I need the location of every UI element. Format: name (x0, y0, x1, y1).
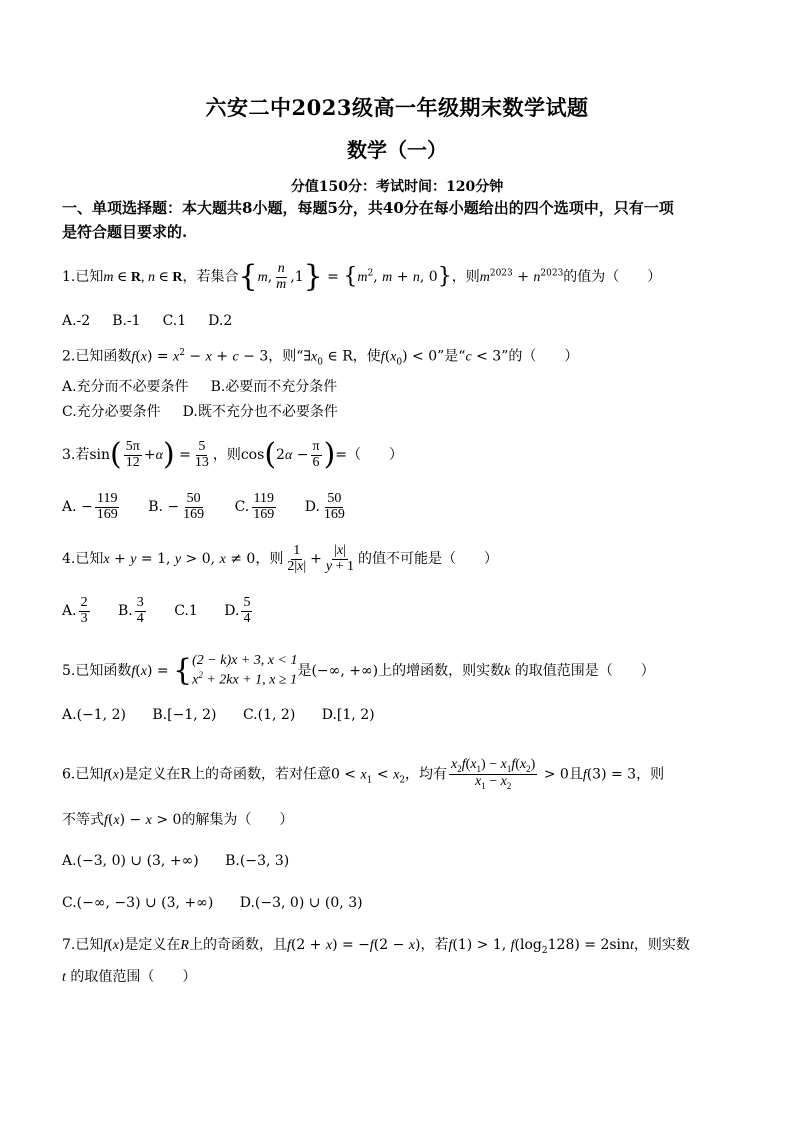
q5-options (62, 706, 397, 724)
q1-mid2: ，则 (451, 269, 480, 286)
exam-subtitle: 数学（一） (347, 138, 447, 162)
q3-prefix: 3.若 (62, 447, 90, 464)
q4-prefix: 4.已知 (62, 551, 104, 568)
q6-mid2: 上的奇函数，若对任意 (190, 766, 331, 783)
q4-suffix: 的值不可能是（ ） (358, 551, 499, 568)
q3-option-a[interactable]: A. − $\frac{119}{169}$ (62, 491, 118, 522)
q6-option-c[interactable]: C.(−∞, −3) ∪ (3, +∞) (62, 895, 214, 911)
section-heading-line2: 是符合题目要求的. (62, 223, 188, 241)
q2-option-c[interactable]: C.充分必要条件 (62, 404, 161, 420)
q5-option-a[interactable]: A.(−1, 2) (62, 707, 126, 723)
q2-suffix: ”的（ ） (501, 348, 579, 365)
q1-option-a[interactable]: A.-2 (62, 313, 91, 329)
q5-option-d[interactable]: D.[1, 2) (321, 707, 375, 723)
q6-mid3: ，均有 (405, 766, 448, 783)
q7-suffix: ，则实数 (633, 937, 690, 953)
q1-prefix: 1.已知 (62, 269, 104, 286)
q4-options (62, 596, 276, 626)
q6-options-row1 (62, 852, 311, 870)
q3-option-d[interactable]: D. $\frac{50}{169}$ (304, 491, 345, 522)
question-4: 4.已知x + y = 1, y > 0, x ≠ 0，则 $\frac{1}{2|x|}$ + $\frac{|x|}{y + 1}$ 的值不可能是（ ） (62, 543, 499, 574)
q6-option-d[interactable]: D.(−3, 0) ∪ (0, 3) (239, 895, 363, 911)
q6-option-a[interactable]: A.(−3, 0) ∪ (3, +∞) (62, 853, 199, 869)
q7-mid2: 上的奇函数，且 (188, 937, 287, 953)
question-2: 2.已知函数$f(x) = x^2 - x + c - 3$，则“$\exists x_0$ ∈ R，使$f(x_0) < 0$”是“c < 3”的（ ） (62, 348, 579, 368)
q3-options (62, 492, 371, 522)
q2-option-b[interactable]: B.必要而不充分条件 (210, 379, 338, 395)
q4-option-a[interactable]: A. $\frac{2}{3}$ (62, 595, 88, 626)
q5-option-b[interactable]: B.[−1, 2) (152, 707, 217, 723)
q3-option-c[interactable]: C. $\frac{119}{169}$ (234, 491, 275, 522)
q4-option-c[interactable]: C.1 (174, 603, 198, 620)
question-3: 3.若sin( $\frac{5\pi}{12}$ +α) = $\frac{5}{13}$ ，则cos(2α − $\frac{\pi}{6}$ )=（ ） (62, 437, 404, 473)
q5-mid: 是 (297, 663, 312, 680)
q7-prefix: 7.已知 (62, 937, 104, 953)
q6-mid4: 且 (568, 766, 583, 783)
q2-mid1: ，则“ (268, 348, 304, 365)
q1-option-d[interactable]: D.2 (208, 313, 233, 329)
q6-line2a: 不等式 (62, 812, 104, 828)
q3-mid: ，则 (212, 447, 241, 464)
question-6-line2: 不等式f(x) − x > 0的解集为（ ） (62, 812, 294, 828)
q2-option-d[interactable]: D.既不充分也不必要条件 (182, 404, 338, 420)
q1-mid1: ，若集合 (182, 269, 239, 286)
q3-suffix: =（ ） (335, 447, 404, 464)
q2-option-a[interactable]: A.充分而不必要条件 (62, 379, 189, 395)
q4-mid: ，则 (255, 551, 284, 568)
section-heading-line1: 一、单项选择题：本大题共8小题，每题5分，共40分在每小题给出的四个选项中，只有一项 (62, 199, 674, 217)
q2-mid2: ，使 (352, 348, 381, 365)
q6-option-b[interactable]: B.(−3, 3) (225, 853, 290, 869)
q6-options-row2 (62, 894, 385, 912)
question-5: 5.已知函数f(x) = { (2 − k)x + 3, x < 1 $x^2 + 2kx + 1$, x ≥ 1 是(−∞, +∞)上的增函数，则实数k 的取值范围是（ ） (62, 653, 655, 689)
q4-option-b[interactable]: B. $\frac{3}{4}$ (118, 595, 144, 626)
q1-option-c[interactable]: C.1 (162, 313, 187, 329)
q1-options (62, 312, 254, 330)
q6-prefix: 6.已知 (62, 766, 104, 783)
q6-line2b: 的解集为（ ） (181, 812, 294, 828)
q1-suffix: 的值为（ ） (563, 269, 662, 286)
q1-option-b[interactable]: B.-1 (112, 313, 141, 329)
question-1: 1.已知m ∈ R, n ∈ R，若集合{m, $\frac{n}{m}$ $,1\} = \{m^2$, m + n, 0}，则$m^{2023} + n^{2023}$的值为（ ） (62, 259, 662, 295)
q2-prefix: 2.已知函数 (62, 348, 132, 365)
q2-options-row1 (62, 378, 359, 396)
q7-mid1: 是定义在 (124, 937, 181, 953)
exam-title: 六安二中2023级高一年级期末数学试题 (205, 95, 589, 120)
q7-mid3: ，若 (420, 937, 449, 953)
q5-suffix2: 的取值范围是（ ） (514, 663, 655, 680)
question-7-line2: t 的取值范围（ ） (62, 969, 197, 985)
q2-options-row2 (62, 403, 360, 421)
q3-option-b[interactable]: B. − $\frac{50}{169}$ (148, 491, 205, 522)
q6-mid1: 是定义在 (124, 766, 181, 783)
q5-prefix: 5.已知函数 (62, 663, 132, 680)
q6-suffix: ，则 (636, 766, 665, 783)
q5-option-c[interactable]: C.(1, 2) (242, 707, 296, 723)
q2-mid3: ”是“ (437, 348, 466, 365)
question-7: 7.已知f(x)是定义在R上的奇函数，且f(2 + x) = −f(2 − x)，若f(1) > 1, $f(\log_2128) = 2\sin t$，则实数 (62, 937, 690, 956)
q5-suffix: 上的增函数，则实数 (378, 663, 505, 680)
question-6: 6.已知f(x)是定义在R上的奇函数，若对任意$0 < x_1 < x_2$，均有 $\frac{x_2f(x_1) - x_1f(x_2)}{x_1 - x_2}$ > 0且f(3) = 3，则 (62, 757, 665, 792)
q4-option-d[interactable]: D. $\frac{5}{4}$ (224, 595, 251, 626)
q7-line2: 的取值范围（ ） (70, 969, 197, 985)
exam-info: 分值150分：考试时间：120分钟 (290, 179, 504, 195)
